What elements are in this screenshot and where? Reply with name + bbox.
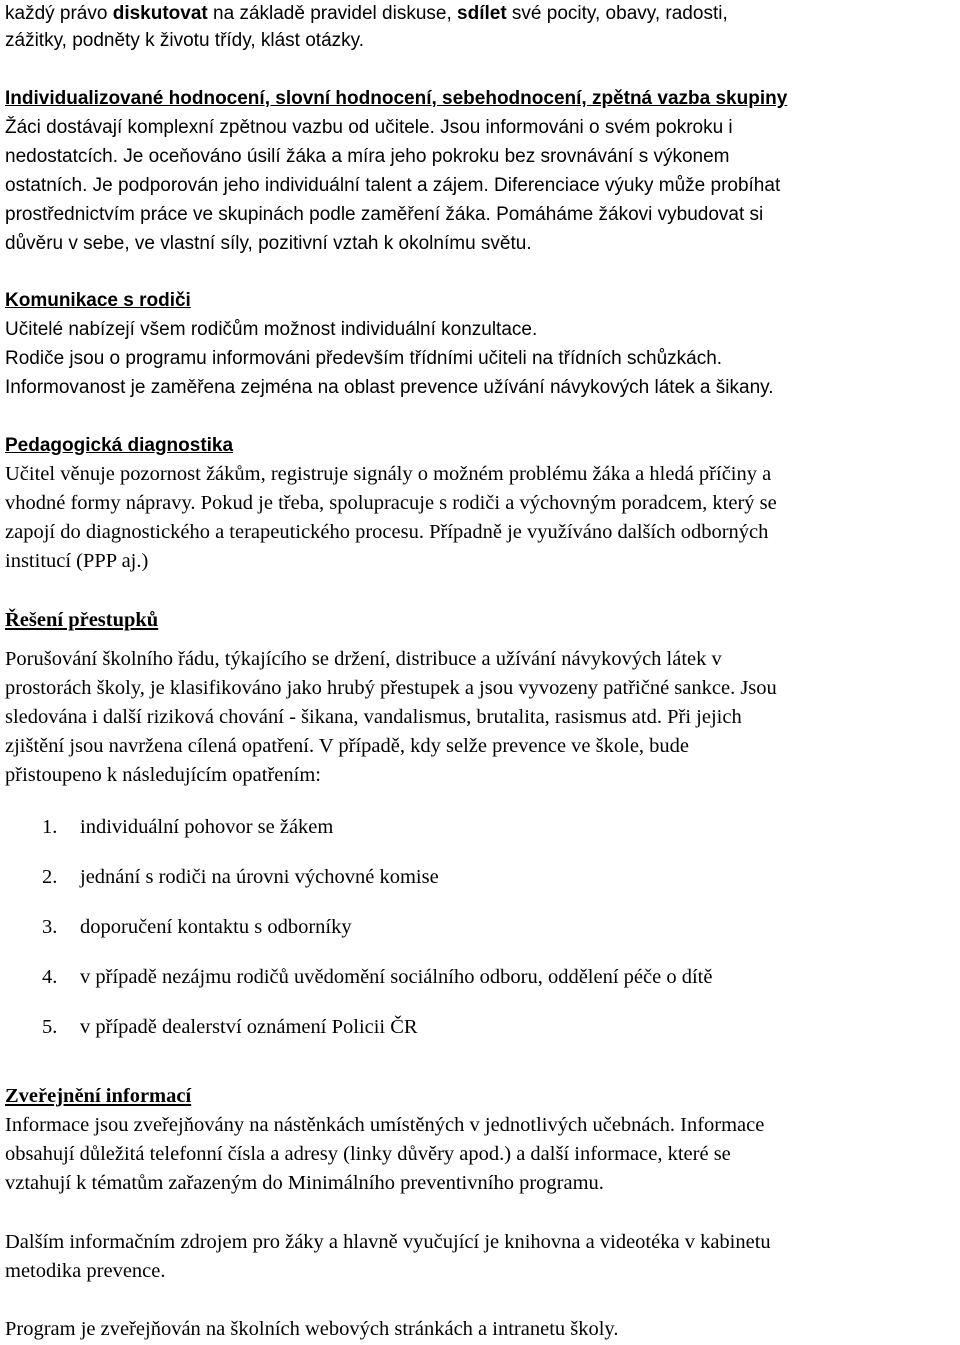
intro-bold-diskutovat: diskutovat	[112, 3, 208, 24]
hodnoceni-line: důvěru v sebe, ve vlastní síly, pozitivní vztah k okolnímu světu.	[5, 233, 532, 254]
list-text: jednání s rodiči na úrovni výchovné komise	[80, 866, 439, 888]
prestupky-line: sledována i další riziková chování - šikana, vandalismus, brutalita, rasismus atd. Při jejich	[5, 706, 742, 728]
hodnoceni-line: Žáci dostávají komplexní zpětnou vazbu od učitele. Jsou informováni o svém pokroku i	[5, 117, 733, 138]
intro-text: své pocity, obavy, radosti,	[506, 3, 728, 24]
section-heading-diagnostika: Pedagogická diagnostika	[5, 435, 234, 456]
list-number: 3.	[42, 916, 58, 938]
list-text: individuální pohovor se žákem	[80, 816, 334, 838]
diagnostika-line: vhodné formy nápravy. Pokud je třeba, spolupracuje s rodiči a výchovným poradcem, který se	[5, 492, 777, 514]
list-text: doporučení kontaktu s odborníky	[80, 916, 352, 938]
informace-line: vztahují k tématům zařazeným do Minimálního preventivního programu.	[5, 1172, 604, 1194]
informace-line: Informace jsou zveřejňovány na nástěnkách umístěných v jednotlivých učebnách. Informace	[5, 1114, 765, 1136]
informace-line: obsahují důležitá telefonní čísla a adresy (linky důvěry apod.) a další informace, které se	[5, 1143, 731, 1165]
diagnostika-line: Učitel věnuje pozornost žákům, registruje signály o možném problému žáka a hledá příčiny a	[5, 463, 772, 485]
intro-bold-sdilet: sdílet	[457, 3, 507, 24]
hodnoceni-line: ostatních. Je podporován jeho individuální talent a zájem. Diferenciace výuky může probíhat	[5, 175, 781, 196]
section-heading-informace: Zveřejnění informací	[5, 1085, 192, 1107]
intro-text: na základě pravidel diskuse,	[207, 3, 458, 24]
prestupky-line: zjištění jsou navržena cílená opatření. V případě, kdy selže prevence ve škole, bude	[5, 735, 690, 757]
komunikace-line: Informovanost je zaměřena zejména na oblast prevence užívání návykových látek a šikany.	[5, 377, 774, 398]
list-text: v případě dealerství oznámení Policii ČR	[80, 1016, 418, 1038]
intro-line-1	[5, 0, 728, 27]
diagnostika-line: institucí (PPP aj.)	[5, 550, 149, 572]
list-number: 2.	[42, 866, 58, 888]
informace-para3: Program je zveřejňován na školních webových stránkách a intranetu školy.	[5, 1318, 619, 1340]
list-number: 5.	[42, 1016, 58, 1038]
section-heading-hodnoceni: Individualizované hodnocení, slovní hodnocení, sebehodnocení, zpětná vazba skupiny	[5, 88, 788, 109]
prestupky-line: přistoupeno k následujícím opatřením:	[5, 764, 321, 786]
hodnoceni-line: nedostatcích. Je oceňováno úsilí žáka a míra jeho pokroku bez srovnávání s výkonem	[5, 146, 730, 167]
prestupky-line: prostorách školy, je klasifikováno jako hrubý přestupek a jsou vyvozeny patřičné sankce. Jsou	[5, 677, 777, 699]
section-heading-komunikace: Komunikace s rodiči	[5, 290, 191, 311]
informace-para2-line: metodika prevence.	[5, 1260, 166, 1282]
komunikace-line: Rodiče jsou o programu informováni především třídními učiteli na třídních schůzkách.	[5, 348, 723, 369]
list-text: v případě nezájmu rodičů uvědomění sociálního odboru, oddělení péče o dítě	[80, 966, 713, 988]
hodnoceni-line: prostřednictvím práce ve skupinách podle zaměření žáka. Pomáháme žákovi vybudovat si	[5, 204, 764, 225]
list-number: 4.	[42, 966, 58, 988]
komunikace-line: Učitelé nabízejí všem rodičům možnost individuální konzultace.	[5, 319, 538, 340]
intro-text: každý právo	[5, 3, 113, 24]
informace-para2-line: Dalším informačním zdrojem pro žáky a hlavně vyučující je knihovna a videotéka v kabinetu	[5, 1231, 771, 1253]
diagnostika-line: zapojí do diagnostického a terapeutického procesu. Případně je využíváno dalších odborných	[5, 521, 769, 543]
prestupky-line: Porušování školního řádu, týkajícího se držení, distribuce a užívání návykových látek v	[5, 648, 722, 670]
list-number: 1.	[42, 816, 58, 838]
section-heading-prestupky: Řešení přestupků	[5, 609, 159, 631]
intro-line-2: zážitky, podněty k životu třídy, klást otázky.	[5, 30, 365, 51]
